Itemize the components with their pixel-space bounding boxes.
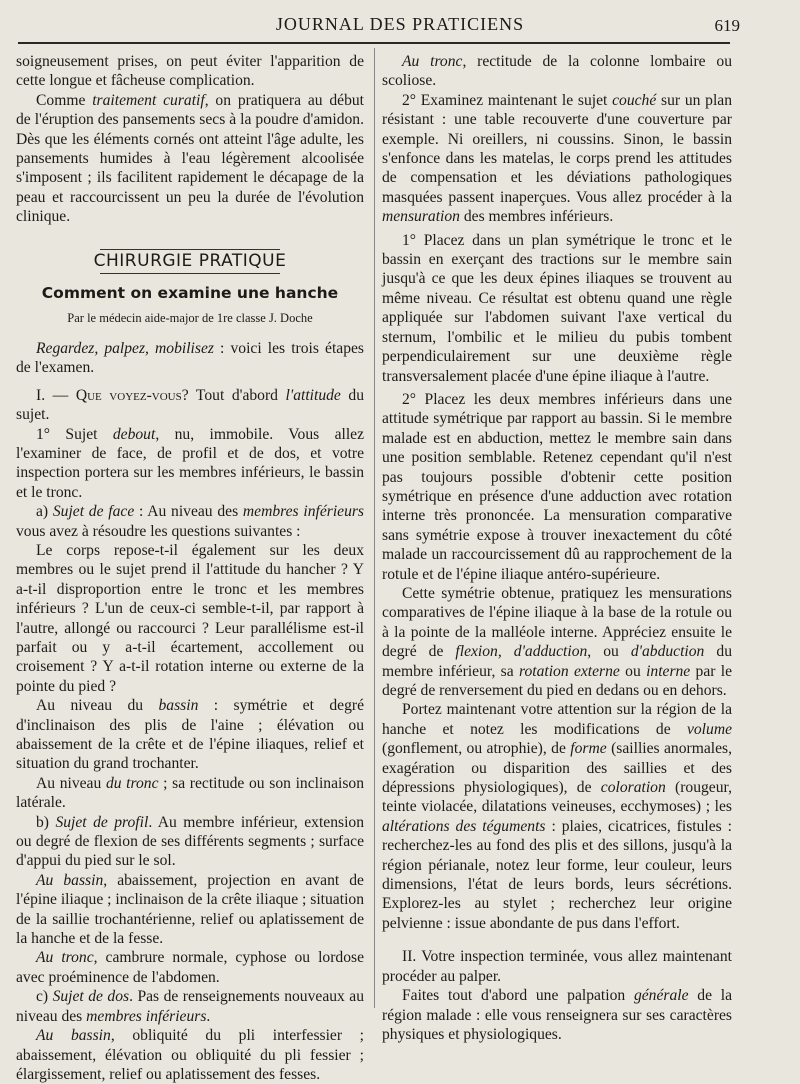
paragraph: Au tronc, rectitude de la colonne lombaire ou scoliose.	[382, 53, 732, 90]
section-heading: II. Votre inspection terminée, vous allez maintenant procéder au palper.	[382, 948, 732, 985]
left-column	[16, 52, 364, 1084]
section-rule-bottom	[100, 273, 280, 274]
article-title: Comment on examine une hanche	[41, 284, 339, 303]
paragraph: c) Sujet de dos. Pas de renseignements nouveaux au niveau des membres inférieurs.	[16, 988, 365, 1025]
paragraph: Regardez, palpez, mobilisez : voici les trois étapes de l'examen.	[16, 339, 364, 377]
byline: Par le médecin aide-major de 1re classe J. Doche	[67, 311, 313, 326]
paragraph: Portez maintenant votre attention sur la région de la hanche et notez les modifications de volume (gonflement, ou atrophie), de forme (saillies anormales, exagération ou disparition des saillies et des dépressions physiologiques), de coloration (rougeur, teinte violacée, dilatations veineuses, ecchymoses) ; les altérations des téguments : plaies, cicatrices, fistules : recherchez-les au fond des plis et des sillons, jusqu'à la région périanale, notez leur forme, leur couleur, leurs dimensions, l'état de leurs bords, leurs sécrétions. Explorez-les au stylet ; recherchez leur origine pelvienne : issue abondante de pus dans l'effort.	[382, 701, 732, 932]
paragraph: Au bassin, obliquité du pli interfessier ; abaissement, élévation ou obliquité du pli fessier ; élargissement, relief ou aplatissement des fesses.	[16, 1027, 364, 1083]
paragraph: Au niveau du bassin : symétrie et degré d'inclinaison des plis de l'aine ; élévation ou abaissement de la crête et de l'épine iliaques, relief et situation du grand trochanter.	[16, 697, 364, 773]
journal-title: JOURNAL DES PRATICIENS	[275, 14, 525, 34]
section-title: CHIRURGIE PRATIQUE	[93, 250, 287, 271]
paragraph: a) Sujet de face : Au niveau des membres inférieurs vous avez à résoudre les questions suivantes :	[16, 503, 365, 540]
paragraph: 2° Placez les deux membres inférieurs dans une attitude symétrique par rapport au bassin. Si le membre malade est en abduction, mettez le membre sain dans une position semblable. Retenez cependant qu'il n'est pas toujours possible d'obtenir cette position symétrique en présence d'une adduction avec rotation interne très prononcée. La mensuration comparative sans symétrie expose à trouver inexactement du côté malade un raccourcissement dû au rapprochement de la rotule et de l'épine iliaque antéro-supérieure.	[382, 390, 732, 583]
column-divider	[374, 48, 375, 1008]
paragraph: Au tronc, cambrure normale, cyphose ou lordose avec proéminence de l'abdomen.	[16, 949, 364, 986]
paragraph: 2° Examinez maintenant le sujet couché sur un plan résistant : une table recouverte d'une couverture par exemple. Ni oreillers, ni coussins. Sinon, le bassin s'enfonce dans les matelas, le corps prend les attitudes de compensation et les déviations pathologiques masquées passent inaperçues. Vous allez procéder à la mensuration des membres inférieurs.	[382, 91, 733, 226]
paragraph: 1° Placez dans un plan symétrique le tronc et le bassin en exerçant des tractions sur le membre sain jusqu'à ce que les deux épines iliaques se trouvent au même niveau. Ce résultat est obtenu quand une règle appliquée sur l'abdomen suivant l'axe vertical du sternum, l'ombilic et le milieu du pubis tombent perpendiculairement sur une deuxième règle transversalement placée d'une épine iliaque à l'autre.	[382, 231, 732, 385]
paragraph: Cette symétrie obtenue, pratiquez les mensurations comparatives de l'épine iliaque à la base de la rotule ou à la pointe de la malléole interne. Appréciez ensuite le degré de flexion, d'adduction, ou d'abduction du membre inférieur, sa rotation externe ou interne par le degré de renversement du pied en dedans ou en dehors.	[382, 584, 733, 699]
section-rule-top	[100, 249, 280, 250]
paragraph: Faites tout d'abord une palpation générale de la région malade : elle vous renseignera sur ses caractères physiques et physiologiques.	[382, 987, 732, 1043]
header-rule	[18, 42, 730, 44]
page-number: 619	[714, 16, 740, 35]
paragraph: Comme traitement curatif, on pratiquera au début de l'éruption des pansements secs à la poudre d'amidon. Dès que les éléments cornés ont atteint l'âge adulte, les pansements humides à l'eau légèrement alcoolisée s'imposent ; ils facilitent rapidement le décapage de la peau et raccourcissent un peu la durée de l'évolution clinique.	[16, 91, 365, 226]
paragraph: b) Sujet de profil. Au membre inférieur, extension ou degré de flexion de ses différents segments ; surface d'appui du pied sur le sol.	[16, 813, 364, 870]
paragraph: 1° Sujet debout, nu, immobile. Vous allez l'examiner de face, de profil et de dos, et votre inspection portera sur les membres inférieurs, le bassin et le tronc.	[16, 425, 364, 501]
paragraph: Le corps repose-t-il également sur les deux membres ou le sujet prend il l'attitude du hancher ? Y a-t-il disproportion entre le tronc et les membres inférieurs ? L'un de ceux-ci semble-t-il, par rapport à l'autre, allongé ou raccourci ? Leur parallélisme est-il parfait ou y a-t-il écartement, accollement ou croisement ? Y a-t-il rotation interne ou externe de la pointe du pied ?	[16, 541, 364, 695]
paragraph: Au niveau du tronc ; sa rectitude ou son inclinaison latérale.	[16, 774, 364, 812]
section-heading: I. — Que voyez-vous? Tout d'abord l'attitude du sujet.	[16, 386, 365, 424]
paragraph: Au bassin, abaissement, projection en avant de l'épine iliaque ; inclinaison de la crête iliaque ; situation de la saillie trochantérienne, relief ou aplatissement de la hanche et de la fesse.	[16, 871, 364, 948]
paragraph: soigneusement prises, on peut éviter l'apparition de cette longue et fâcheuse complication.	[16, 53, 364, 90]
page-header	[0, 12, 800, 42]
right-column	[382, 52, 732, 1044]
